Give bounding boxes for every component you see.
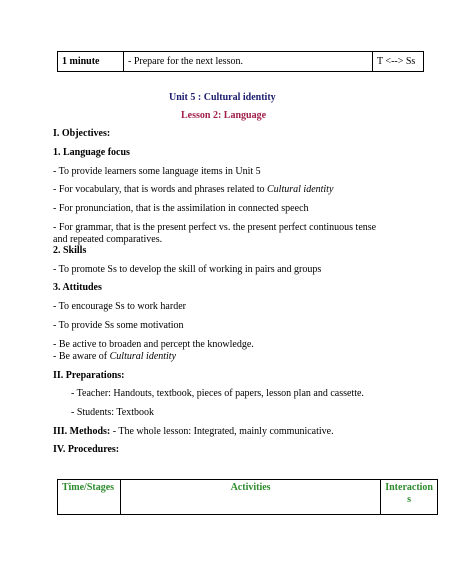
interaction-header-wrap: s xyxy=(407,494,412,505)
time-cell: 1 minute xyxy=(58,52,124,72)
teacher-materials: - Teacher: Handouts, textbook, pieces of papers, lesson plan and cassette. xyxy=(71,388,364,399)
attitude-line-2: - To provide Ss some motivation xyxy=(53,320,184,331)
attitude-topic: Cultural identity xyxy=(109,351,177,362)
objectives-heading: I. Objectives: xyxy=(53,128,111,139)
attitude-line-1: - To encourage Ss to work harder xyxy=(53,301,186,312)
vocabulary-topic: Cultural identity xyxy=(267,184,334,195)
skills-heading: 2. Skills xyxy=(53,245,87,256)
procedures-table xyxy=(57,479,438,515)
grammar-prefix: - For grammar, that is the xyxy=(53,222,158,233)
attitude-line-4 xyxy=(53,351,176,363)
methods-heading: III. Methods: xyxy=(53,426,111,437)
activity-cell: - Prepare for the next lesson. xyxy=(124,52,373,72)
procedures-heading: IV. Procedures: xyxy=(53,444,120,455)
table-row xyxy=(58,52,424,72)
vocabulary-prefix: - For vocabulary, that is words and phrases related to xyxy=(53,184,268,195)
methods-line xyxy=(53,426,334,438)
attitude-prefix: - Be aware of xyxy=(53,351,110,362)
table-header-row xyxy=(58,480,438,515)
closing-activity-table xyxy=(57,51,424,72)
language-focus-heading: 1. Language focus xyxy=(53,147,130,158)
preparations-heading: II. Preparations: xyxy=(53,370,125,381)
student-materials: - Students: Textbook xyxy=(71,407,155,418)
interaction-header-part: Interaction xyxy=(385,482,433,493)
unit-title: Unit 5 : Cultural identity xyxy=(169,92,276,103)
attitudes-heading: 3. Attitudes xyxy=(53,282,102,293)
column-header-interactions xyxy=(381,480,438,515)
attitude-line-3: - Be active to broaden and percept the knowledge. xyxy=(53,339,254,350)
pronunciation-prefix: - For pronunciation, that is xyxy=(53,203,163,214)
lesson-title: Lesson 2: Language xyxy=(181,110,267,121)
methods-text: - The whole lesson: Integrated, mainly communicative. xyxy=(110,426,334,437)
pronunciation-topic: the assimilation in connected speech xyxy=(162,203,309,214)
grammar-line-continued: and repeated comparatives. xyxy=(53,234,163,245)
grammar-line xyxy=(53,222,376,234)
vocabulary-line xyxy=(53,184,333,196)
grammar-topic: present perfect vs. the present perfect continuous tense xyxy=(157,222,377,233)
pronunciation-line xyxy=(53,203,309,215)
column-header-activities: Activities xyxy=(120,480,380,515)
language-focus-line: - To provide learners some language items in Unit 5 xyxy=(53,166,261,177)
interaction-cell: T <--> Ss xyxy=(373,52,424,72)
column-header-time-stages: Time/Stages xyxy=(58,480,121,515)
skills-line: - To promote Ss to develop the skill of working in pairs and groups xyxy=(53,264,322,275)
